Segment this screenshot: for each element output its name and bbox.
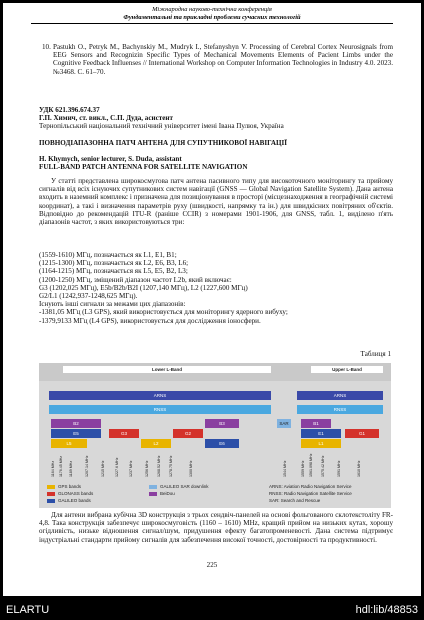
galileo-e6: E6	[205, 439, 239, 448]
bands-list	[39, 251, 393, 325]
paragraph-design: Для антени вибрана кубічна 3D конструкція з трьох сендвіч-панелей на основі фольгованого склотекстоліту FR-4,8. Така конструкція забезпечує широкосмуговість (1160 – 1610) MHz, кращий прийом на низьких кутах, хорошу огідливість, низьке відношення сигнал/шум, придушення ефекту багатопроменевості. Дана система підтримує індустріальні стандарти прийому сигналів для забезпечення високої точності, достовірності та продуктивності.	[39, 511, 393, 544]
legend-arns: ARNS: Aviation Radio Navigation Service	[269, 484, 352, 489]
title-ua: ПОВНОДІАПАЗОННА ПАТЧ АНТЕНА ДЛЯ СУПУТНИКОВОЇ НАВІГАЦІЇ	[39, 139, 288, 147]
bands-list-item: (1200-1250) МГц, зміщений діапазон частот L2b, який включає:	[39, 275, 232, 284]
legend-swatch	[47, 485, 55, 489]
lower-band-label: Lower L-Band	[63, 366, 271, 373]
header-subtitle: Фундаментальні та прикладні проблеми сучасних технологій	[123, 13, 301, 21]
upper-band-label: Upper L-Band	[311, 366, 383, 373]
galileo-e5: E5	[51, 429, 101, 438]
glonass-g3: G3	[109, 429, 139, 438]
galileo-e1: E1	[301, 429, 341, 438]
bands-list-item: Існують інші сигнали за межами цих діапазонів:	[39, 300, 186, 309]
frequency-tick-label: 1207.14 MHz	[85, 455, 89, 477]
legend-swatch	[149, 485, 157, 489]
reference-text: Pastukh O., Petryk M., Bachynskiy M., Mudryk I., Stefanyshyn V. Processing of Cerebral Cortex Neurosignals from EEG Sensors and Recognizin Specific Types of Mechanical Movements Elements of Pacient Limbs under the Cognitive Feedback Influenses // International Workshop on Computer Information Technologies in Industry 4.0. 2023. №3468. С. 61–70.	[53, 43, 393, 76]
legend-sar: SAR: Search and Rescue	[269, 498, 321, 503]
paragraph-intro: У статті представлена широкосмугова патч антена пасивного типу для високоточного моніторингу та прийому сигналів від всіх існуючих супутникових систем навігації (GNSS — Global Navigation Satellite System). Дана антена входить в наземний комплекс і призначена для позиціонування в просторі (місцезнаходження в географічній системі координат), а такі і визначення параметрів руху (швидкості, напрямку та ін.) для швидкісних повітряних об'єктів. Відповідно до рекомендацій ITU-R (раніше CCIR) з номерами 1901-1906, для GNSS, табл. 1, виділено п'ять діапазонів частот, з яких використовуються три:	[39, 177, 393, 227]
gps-l5: L5	[51, 439, 87, 448]
rnss-band-upper: RNSS	[297, 405, 383, 414]
footer-bar	[0, 601, 424, 620]
frequency-tick-label: 1189 MHz	[69, 460, 73, 477]
frequency-tick-label: 1561.098 MHz	[309, 453, 313, 477]
legend-label: GLONASS bands	[58, 491, 94, 496]
legend-label: GPS bands	[58, 484, 82, 489]
frequency-tick-label: 1300 MHz	[189, 460, 193, 477]
bands-list-item: -1379,9133 МГц (L4 GPS), використовується для дослідження іоносфери.	[39, 316, 261, 325]
legend-swatch	[149, 492, 157, 496]
gps-l1: L1	[301, 439, 341, 448]
arns-band-lower: ARNS	[49, 391, 271, 400]
legend-galileo	[47, 497, 91, 504]
legend-rnss: RNSS: Radio Navigation Satellite Service	[269, 491, 352, 496]
bands-list-item: G3 (1202,025 МГц), E5b/B2b/B2I (1207,140 МГц), L2 (1227,600 МГц)	[39, 283, 248, 292]
authors-ua: Г.П. Химич, ст. викл., С.П. Дуда, асистент	[39, 114, 173, 122]
legend-swatch	[47, 499, 55, 503]
frequency-tick-label: 1575.42 MHz	[321, 455, 325, 477]
frequency-tick-label: 1215 MHz	[101, 460, 105, 477]
legend-label: GALILEO bands	[58, 498, 91, 503]
rnss-band-lower: RNSS	[49, 405, 271, 414]
bands-list-item: G2/L1 (1242,937-1248,625 МГц).	[39, 292, 138, 301]
frequency-tick-label: 1610 MHz	[357, 460, 361, 477]
bands-list-item: -1381,05 МГц (L3 GPS), який використовується для моніторингу ядерного вибуху;	[39, 308, 288, 317]
gps-l2: L2	[141, 439, 171, 448]
udk: УДК 621.396.674.37	[39, 106, 100, 114]
affiliation-ua: Тернопільський національний технічний університет імені Івана Пулюя, Україна	[39, 122, 284, 130]
frequency-tick-label: 1591 MHz	[337, 460, 341, 477]
frequency-band-figure	[39, 363, 391, 508]
bands-list-item: (1559-1610) МГц, позначається як L1, E1, B1;	[39, 251, 177, 259]
beidou-b2: B2	[51, 419, 101, 428]
document-page	[3, 3, 421, 596]
bands-list-item: (1164-1215) МГц, позначається як L5, E5, B2, L3;	[39, 267, 188, 276]
sar-band: SAR	[277, 419, 291, 428]
frequency-tick-label: 1227.6 MHz	[115, 457, 119, 477]
arns-band-upper: ARNS	[297, 391, 383, 400]
bands-list-item: (1215-1300) МГц, позначається як L2, E6, B3, L6;	[39, 259, 189, 268]
frequency-tick-label: 1544 MHz	[283, 460, 287, 477]
frequency-tick-label: 1278.75 MHz	[169, 455, 173, 477]
running-header	[3, 6, 421, 21]
legend-swatch	[47, 492, 55, 496]
legend-beidou	[149, 490, 175, 497]
authors-en: H. Khymych, senior lecturer, S. Duda, assistant	[39, 155, 182, 163]
reference-number: 10.	[42, 43, 51, 51]
frequency-tick-label: 1237 MHz	[129, 460, 133, 477]
title-en: FULL-BAND PATCH ANTENNA FOR SATELLITE NAVIGATION	[39, 163, 248, 171]
beidou-b1: B1	[301, 419, 331, 428]
frequency-tick-label: 1256 MHz	[145, 460, 149, 477]
legend-label: GALILEO SAR downlink	[160, 484, 209, 489]
footer-repository: ELARTU	[6, 604, 50, 616]
legend-gps	[47, 483, 81, 490]
table-label: Таблиця 1	[360, 350, 391, 358]
glonass-g2: G2	[173, 429, 203, 438]
frequency-tick-label: 1164 MHz	[51, 460, 55, 477]
glonass-g1: G1	[345, 429, 379, 438]
page-number: 225	[206, 561, 218, 569]
header-rule	[31, 23, 393, 24]
header-conference: Міжнародна науково-технічна конференція	[152, 6, 272, 13]
legend-label: BeiDou	[160, 491, 175, 496]
legend-galileo-sar	[149, 483, 209, 490]
legend-glonass	[47, 490, 93, 497]
beidou-b3: B3	[205, 419, 239, 428]
frequency-tick-label: 1268.52 MHz	[157, 455, 161, 477]
frequency-tick-label: 1176.45 MHz	[59, 455, 63, 477]
reference-item	[42, 43, 393, 76]
frequency-tick-label: 1559 MHz	[301, 460, 305, 477]
footer-handle: hdl:lib/48853	[355, 604, 418, 616]
